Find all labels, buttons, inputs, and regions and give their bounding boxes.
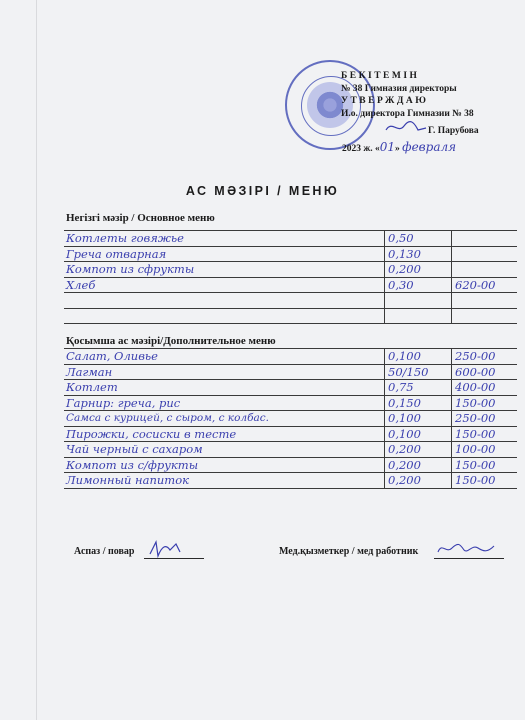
- approval-line: № 38 Гимназия директоры: [341, 83, 457, 94]
- approval-line: И.о. директора Гимназии № 38: [341, 108, 474, 119]
- table-row: Греча отварная 0,130: [64, 247, 517, 263]
- main-menu-heading: Негізгі мәзір / Основное меню: [66, 212, 215, 224]
- date-day: 01: [379, 140, 396, 154]
- approval-date: 2023 ж. «01» февраля: [342, 140, 457, 154]
- director-signature: [384, 118, 428, 136]
- table-row: Лимонный напиток 0,200 150-00: [64, 473, 517, 489]
- table-row: Компот из с/фрукты 0,200 150-00: [64, 458, 517, 474]
- medic-signature: [436, 540, 496, 558]
- table-row: [64, 293, 517, 309]
- table-row: Котлет 0,75 400-00: [64, 380, 517, 396]
- medic-signature-line: [434, 558, 504, 559]
- extra-menu-table: [64, 348, 517, 489]
- table-row: Котлеты говяжье 0,50: [64, 231, 517, 247]
- table-row: Салат, Оливье 0,100 250-00: [64, 349, 517, 365]
- signer-name: Г. Парубова: [428, 126, 479, 136]
- cook-signature: [146, 538, 186, 560]
- table-row: [64, 309, 517, 325]
- main-menu-table: [64, 230, 517, 324]
- medic-label: Мед.қызметкер / мед работник: [279, 546, 419, 557]
- approval-line: УТВЕРЖДАЮ: [341, 96, 429, 106]
- table-row: Гарнир: греча, рис 0,150 150-00: [64, 396, 517, 412]
- table-row: Чай черный с сахаром 0,200 100-00: [64, 442, 517, 458]
- table-row: Компот из сфрукты 0,200: [64, 262, 517, 278]
- approval-line: БЕКІТЕМІН: [341, 71, 420, 81]
- extra-menu-heading: Қосымша ас мәзірі/Дополнительное меню: [66, 335, 276, 347]
- table-row: Лагман 50/150 600-00: [64, 365, 517, 381]
- cook-label: Аспаз / повар: [74, 546, 135, 557]
- page-title: АС МӘЗІРІ / МЕНЮ: [185, 184, 340, 198]
- page-fold: [36, 0, 37, 720]
- table-row: Самса с курицей, с сыром, с колбас. 0,100 250-00: [64, 411, 517, 427]
- table-row: Пирожки, сосиски в тесте 0,100 150-00: [64, 427, 517, 443]
- table-row: Хлеб 0,30 620-00: [64, 278, 517, 294]
- date-month: февраля: [402, 140, 457, 154]
- approval-block: [341, 70, 474, 120]
